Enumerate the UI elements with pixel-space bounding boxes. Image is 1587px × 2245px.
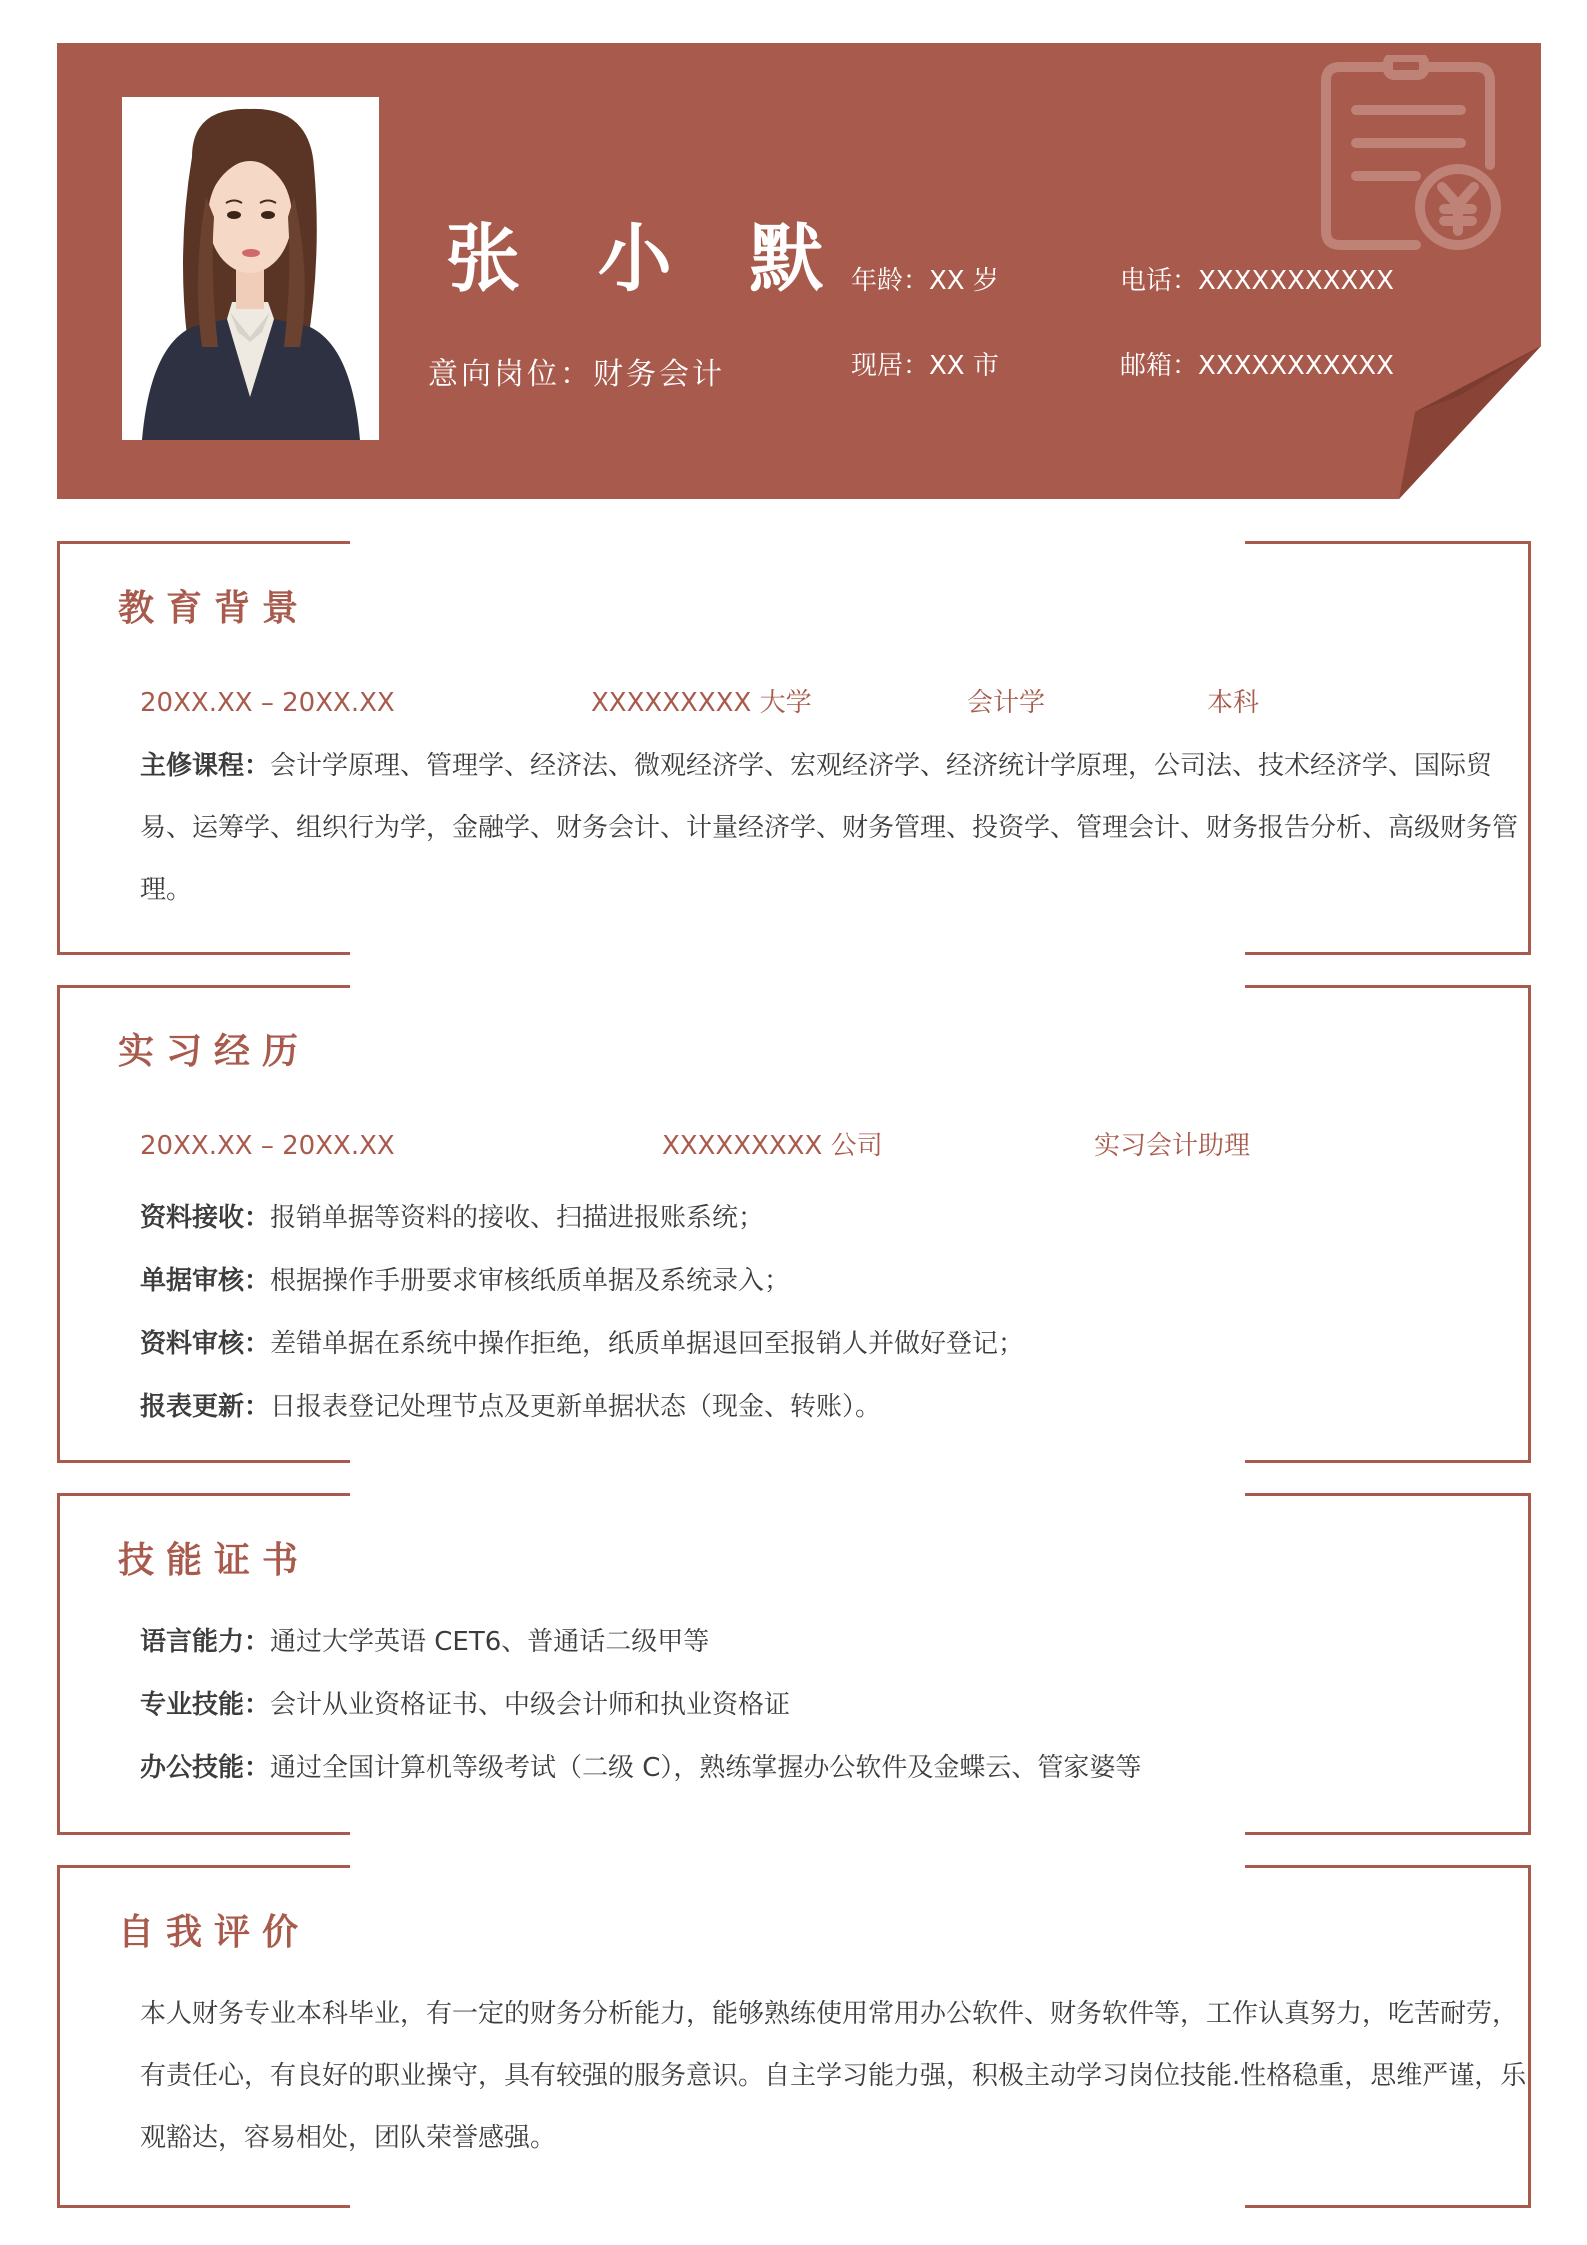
skill-text: 通过大学英语 CET6、普通话二级甲等: [270, 1627, 710, 1657]
duty-text: 根据操作手册要求审核纸质单据及系统录入；: [270, 1266, 791, 1296]
self-eval-title: 自我评价: [118, 1912, 311, 1953]
skill-item: [140, 1755, 1141, 1781]
education-title: 教育背景: [118, 588, 311, 629]
skills-title: 技能证书: [118, 1540, 311, 1581]
self-eval-text: 本人财务专业本科毕业，有一定的财务分析能力，能够熟练使用常用办公软件、财务软件等，工作认真努力，吃苦耐劳，有责任心，有良好的职业操守，具有较强的服务意识。自主学习能力强，积极主动学习岗位技能.性格稳重，思维严谨，乐观豁达，容易相处，团队荣誉感强。: [140, 1999, 1527, 2153]
skill-item: [140, 1692, 790, 1718]
duty-item: [140, 1394, 881, 1420]
courses-text: 会计学原理、管理学、经济法、微观经济学、宏观经济学、经济统计学原理，公司法、技术经济学、国际贸易、运筹学、组织行为学，金融学、财务会计、计量经济学、财务管理、投资学、管理会计、财务报告分析、高级财务管理。: [140, 751, 1519, 905]
page-fold-corner: [1399, 346, 1541, 499]
skill-label: 语言能力：: [140, 1627, 271, 1657]
education-major: 会计学: [967, 688, 1046, 718]
age-field: 年龄：XX 岁: [851, 266, 999, 296]
duty-text: 报销单据等资料的接收、扫描进报账系统；: [270, 1203, 765, 1233]
internship-section: [57, 985, 1531, 1463]
courses-label: 主修课程：: [140, 751, 271, 781]
duty-text: 差错单据在系统中操作拒绝，纸质单据退回至报销人并做好登记；: [270, 1329, 1025, 1359]
duty-label: 单据审核：: [140, 1266, 271, 1296]
phone-field: 电话：XXXXXXXXXXX: [1120, 266, 1394, 296]
intent-value: 财务会计: [593, 357, 725, 392]
internship-company: XXXXXXXXX 公司: [662, 1131, 883, 1161]
intent-label: 意向岗位：: [428, 357, 593, 392]
duty-item: [140, 1205, 764, 1231]
internship-period: 20XX.XX – 20XX.XX: [140, 1131, 395, 1161]
education-period: 20XX.XX – 20XX.XX: [140, 688, 395, 718]
duty-label: 资料审核：: [140, 1329, 271, 1359]
skill-item: [140, 1629, 709, 1655]
skill-text: 会计从业资格证书、中级会计师和执业资格证: [270, 1690, 791, 1720]
self-eval-section: [57, 1865, 1531, 2208]
duty-item: [140, 1268, 790, 1294]
invoice-yen-icon: [1316, 55, 1506, 255]
intent-position: [428, 357, 725, 392]
skill-label: 办公技能：: [140, 1753, 271, 1783]
education-courses: [140, 735, 1530, 921]
skill-label: 专业技能：: [140, 1690, 271, 1720]
residence-field: 现居：XX 市: [851, 351, 999, 381]
duty-text: 日报表登记处理节点及更新单据状态（现金、转账）。: [270, 1392, 882, 1422]
education-school: XXXXXXXXX 大学: [591, 688, 812, 718]
education-degree: 本科: [1207, 688, 1260, 718]
profile-photo: [122, 97, 379, 440]
internship-position: 实习会计助理: [1094, 1131, 1251, 1161]
duty-item: [140, 1331, 1024, 1357]
duty-label: 报表更新：: [140, 1392, 271, 1422]
skill-text: 通过全国计算机等级考试（二级 C），熟练掌握办公软件及金蝶云、管家婆等: [270, 1753, 1142, 1783]
duty-label: 资料接收：: [140, 1203, 271, 1233]
candidate-name: 张 小 默: [446, 216, 850, 302]
skills-section: [57, 1493, 1531, 1835]
email-field: 邮箱：XXXXXXXXXXX: [1120, 351, 1394, 381]
internship-title: 实习经历: [118, 1031, 311, 1072]
education-section: [57, 541, 1531, 955]
